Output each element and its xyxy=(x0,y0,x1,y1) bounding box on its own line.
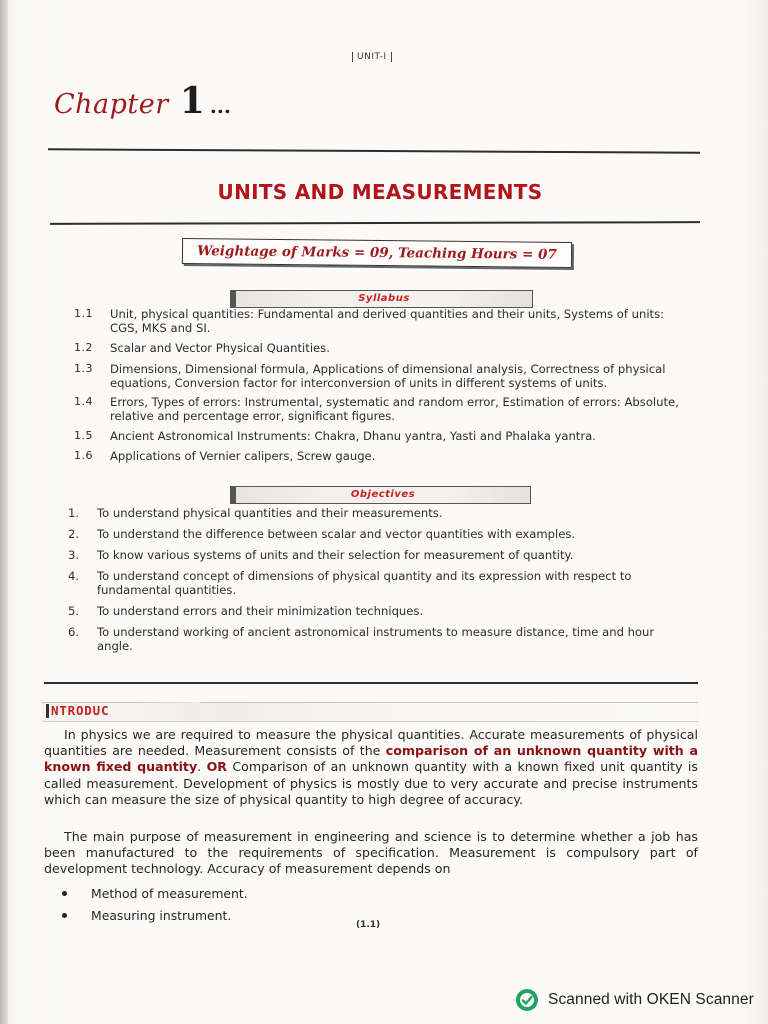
page-number: (1.1) xyxy=(356,920,381,930)
weightage-box: Weightage of Marks = 09, Teaching Hours = 07 xyxy=(182,238,572,268)
objective-item-number: 6. xyxy=(68,625,80,639)
para-1-text-c: Comparison of an unknown quantity with a known fixed unit quantity is called measurement. Development of physics is mostly due to very accurate and precise instruments which can measure the size of physical quantity to high degree of accuracy. xyxy=(44,759,698,807)
syllabus-item-text: Applications of Vernier calipers, Screw gauge. xyxy=(110,449,376,463)
objective-item-number: 3. xyxy=(68,548,80,562)
syllabus-item-number: 1.3 xyxy=(74,362,93,375)
list-item-text: Method of measurement. xyxy=(91,885,248,901)
syllabus-item-number: 1.2 xyxy=(74,341,93,354)
syllabus-item-text: Ancient Astronomical Instruments: Chakra, Dhanu yantra, Yasti and Phalaka yantra. xyxy=(110,429,596,443)
intro-divider xyxy=(44,682,698,684)
para-1-emphasis: comparison of an unknown quantity with a known fixed quantity xyxy=(44,743,698,775)
syllabus-item xyxy=(74,449,700,463)
introduction-label-fade xyxy=(140,702,200,720)
syllabus-item-number: 1.1 xyxy=(74,307,93,320)
introduction-paragraph-2: The main purpose of measurement in engineering and science is to determine whether a job has been manufactured to the requirements of specification. Measurement is compulsory part of development technology. Accuracy of measurement depends on xyxy=(44,829,698,877)
list-item xyxy=(62,904,248,926)
scanner-text: Scanned with OKEN Scanner xyxy=(548,991,754,1008)
syllabus-item xyxy=(74,395,700,423)
syllabus-item-text: Dimensions, Dimensional formula, Applications of dimensional analysis, Correctness of physical equations, Conversion factor for interconversion of units in different systems of units. xyxy=(110,362,666,390)
chapter-word: Chapter xyxy=(54,89,169,120)
objective-item xyxy=(68,569,700,597)
syllabus-item xyxy=(74,429,700,443)
objective-item-text: To understand errors and their minimization techniques. xyxy=(97,604,424,618)
para-1-text-a: In physics we are required to measure the physical quantities. Accurate measurements of physical quantities are needed. Measurement consists of the xyxy=(44,727,698,759)
objective-item-number: 4. xyxy=(68,569,80,583)
syllabus-item xyxy=(74,307,700,335)
chapter-dots: ... xyxy=(209,94,231,118)
syllabus-item-number: 1.6 xyxy=(74,449,93,462)
objective-item-text: To understand physical quantities and their measurements. xyxy=(97,506,443,520)
objective-item xyxy=(68,548,700,562)
objective-item-text: To understand concept of dimensions of physical quantity and its expression with respect to fundamental quantities. xyxy=(97,569,632,597)
oken-scanner-logo-icon xyxy=(516,989,538,1011)
syllabus-item-number: 1.5 xyxy=(74,429,93,442)
objective-item-text: To understand the difference between scalar and vector quantities with examples. xyxy=(97,527,576,541)
chapter-heading xyxy=(54,80,231,122)
objective-item xyxy=(68,506,700,520)
syllabus-item-number: 1.4 xyxy=(74,395,93,408)
syllabus-list xyxy=(74,307,700,463)
para-1-text-b: . xyxy=(197,759,207,775)
objectives-label: Objectives xyxy=(230,486,531,504)
top-divider xyxy=(48,148,700,153)
scanner-watermark xyxy=(516,988,754,1012)
syllabus-item xyxy=(74,341,700,355)
chapter-number: 1 xyxy=(179,80,205,122)
list-item xyxy=(62,882,248,904)
objective-item-number: 5. xyxy=(68,604,80,618)
syllabus-item xyxy=(74,362,700,390)
unit-tag: UNIT-I xyxy=(352,52,392,62)
syllabus-item-text: Scalar and Vector Physical Quantities. xyxy=(110,341,330,355)
binding-edge xyxy=(0,0,8,1024)
objective-item xyxy=(68,604,700,618)
objective-item-text: To understand working of ancient astronomical instruments to measure distance, time and hour angle. xyxy=(97,625,655,653)
bullet-icon xyxy=(62,913,67,918)
list-item-text: Measuring instrument. xyxy=(91,907,232,923)
objective-item xyxy=(68,625,700,653)
bullet-icon xyxy=(62,891,67,896)
objective-item-number: 2. xyxy=(68,527,80,541)
syllabus-item-text: Unit, physical quantities: Fundamental and derived quantities and their units, Systems of units: CGS, MKS and SI. xyxy=(110,307,665,335)
accuracy-factors-list xyxy=(62,882,248,926)
introduction-label: NTRODUC xyxy=(46,704,109,718)
para-1-or: OR xyxy=(206,759,227,775)
objectives-list xyxy=(68,506,700,653)
syllabus-label: Syllabus xyxy=(230,290,533,308)
objective-item-text: To know various systems of units and their selection for measurement of quantity. xyxy=(97,548,574,562)
objective-item-number: 1. xyxy=(68,506,80,520)
syllabus-item-text: Errors, Types of errors: Instrumental, systematic and random error, Estimation of errors: Absolute, relative and percentage error, significant figures. xyxy=(110,395,679,423)
chapter-title: UNITS AND MEASUREMENTS xyxy=(217,180,543,204)
introduction-paragraph-1 xyxy=(44,727,698,808)
title-divider xyxy=(50,221,700,225)
objective-item xyxy=(68,527,700,541)
